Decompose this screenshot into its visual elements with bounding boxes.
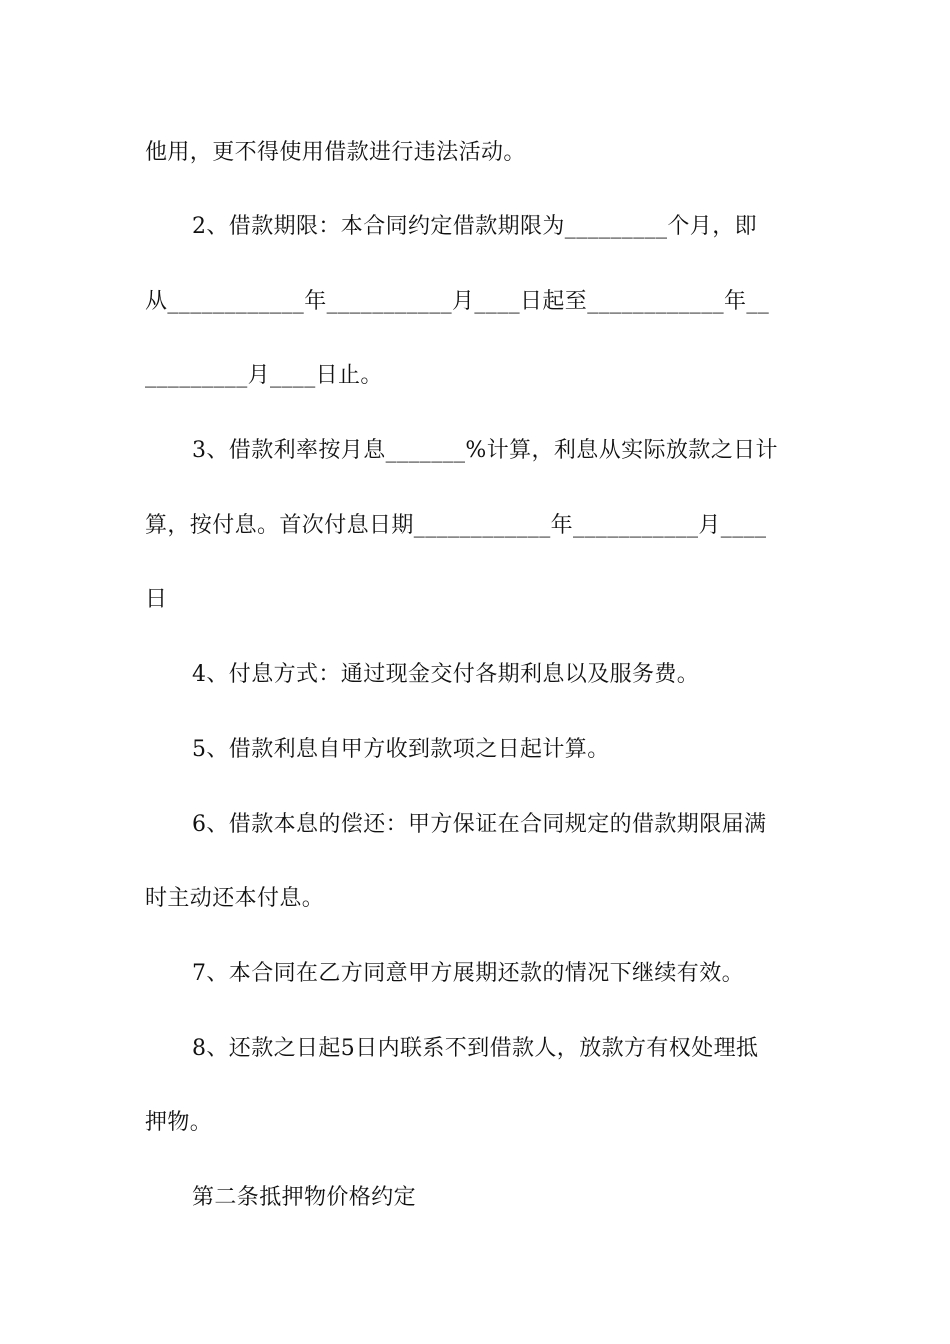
clause-8-line-1: 8、还款之日起5日内联系不到借款人，放款方有权处理抵 [192, 1036, 759, 1061]
clause-6-line-1: 6、借款本息的偿还：甲方保证在合同规定的借款期限届满 [192, 812, 767, 837]
clause-5: 5、借款利息自甲方收到款项之日起计算。 [192, 737, 610, 762]
clause-2-line-1: 2、借款期限：本合同约定借款期限为_________个月，即 [192, 214, 757, 239]
clause-2-line-2: 从____________年___________月____日起至____________年__ [145, 289, 770, 314]
section-heading: 第二条抵押物价格约定 [192, 1185, 417, 1210]
clause-3-line-2: 算，按付息。首次付息日期____________年___________月____ [145, 513, 767, 538]
clause-8-line-2: 押物。 [145, 1110, 213, 1135]
clause-3-line-1: 3、借款利率按月息_______%计算，利息从实际放款之日计 [192, 438, 778, 463]
clause-7: 7、本合同在乙方同意甲方展期还款的情况下继续有效。 [192, 961, 744, 986]
clause-3-line-3: 日 [145, 587, 168, 612]
clause-4: 4、付息方式：通过现金交付各期利息以及服务费。 [192, 662, 700, 687]
clause-2-line-3: _________月____日止。 [145, 363, 383, 388]
clause-6-line-2: 时主动还本付息。 [145, 886, 325, 911]
text-line-1: 他用，更不得使用借款进行违法活动。 [145, 140, 526, 165]
